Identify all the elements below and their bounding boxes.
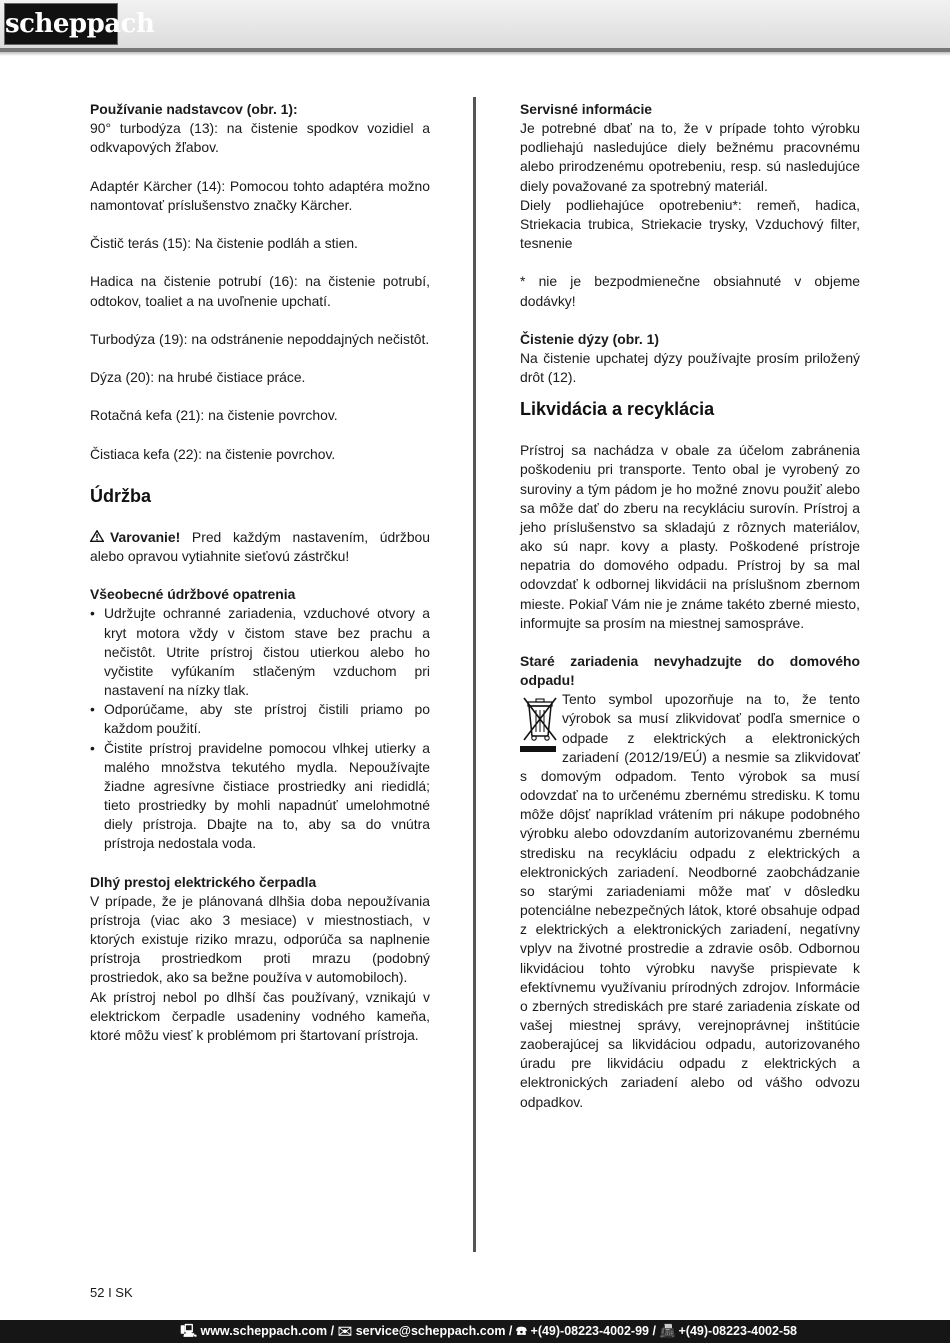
attachment-item: Turbodýza (19): na odstránenie nepoddajných nečistôt. [90,330,430,347]
scheppach-logo: scheppach [4,3,118,45]
disposal-heading: Likvidácia a recyklácia [520,399,715,420]
long-stop-paragraph: V prípade, že je plánovaná dlhšia doba nepoužívania prístroja (viac ako 3 mesiace) v miestnostiach, v ktorých existuje riziko mrazu, odporúča sa naplnenie prístroja prostriedkom proti mrazu (podobný prostriedok, ako sa bežne používa v automobiloch). [90,892,430,986]
email-link[interactable]: service@scheppach.com [355,1324,506,1338]
general-maintenance-list [90,604,430,853]
service-note: * nie je bezpodmienečne obsiahnuté v objeme dodávky! [520,273,860,309]
disposal-paragraph: Prístroj sa nachádza v obale za účelom zabránenia poškodeniu pri transporte. Tento obal je vyrobený zo suroviny a tým pádom je ho možné znovu použiť alebo sa môže dať do zberu na recykláciu surovín. Prístroj a jeho príslušenstvo sa skladajú z rôznych materiálov, ako sú napr. kovy a plasty. Poškodené prístroje nepatria do domového odpadu. Prístroj by sa mal odovzdať k odbornej likvidácii na príslušnom zbernom mieste. Pokiaľ Vám nie je známe takéto zberné miesto, informujte sa prosím na miestnej samospráve. [520,442,860,631]
header-shadow [0,52,950,56]
computer-icon: 🖳 [180,1324,197,1338]
attachment-item: Dýza (20): na hrubé čistiace práce. [90,369,306,386]
service-heading: Servisné informácie [520,101,653,117]
phone-icon: ☎ [515,1324,528,1338]
weee-block [520,690,860,1111]
list-item: • Odporúčame, aby ste prístroj čistili priamo po každom použití. [90,701,430,737]
general-maintenance-heading: Všeobecné údržbové opatrenia [90,586,296,603]
weee-paragraph: Tento symbol upozorňuje na to, že tento výrobok sa musí zlikvidovať podľa smernice o odpade z elektrických a elektronických zariadení (2012/19/EÚ) a nesmie sa zlikvidovať s domovým odpadom. Tento výrobok sa musí odovzdať na to určenému zbernému stredisku. K tomu môže dôjsť napríklad vrátením pri nákupe podobného výrobku alebo odovzdaním autorizovanému zbernému stredisku na recykláciu odpadu z elektrických a elektronických zariadení. Neodborné zaobchádzanie so starými zariadeniami môže mať v dôsledku potenciálne nebezpečných látok, ktoré obsahuje odpad z elektrických a elektronických zariadení, negatívny vplyv na životné prostredie a zdravie osôb. Odbornou likvidáciou tohto výrobku navyše prispievate k efektívnemu využívaniu prírodných zdrojov. Informácie o zberných strediskách pre staré zariadenia získate od vašej miestnej správy, verejnoprávnej inštitúcie zaoberajúcej sa likvidáciou odpadu, autorizovaného úradu pre likvidáciu odpadu z elektrických a elektronických zariadení alebo od vášho odvozu odpadkov. [520,691,860,1110]
service-paragraph: Je potrebné dbať na to, že v prípade tohto výrobku podliehajú nasledujúce diely bežnému pracovnému alebo prirodzenému opotrebeniu, resp. sú nasledujúce diely považované za spotrebný materiál. [520,120,860,194]
email-icon: ✉ [337,1324,353,1338]
attachment-item: Adaptér Kärcher (14): Pomocou tohto adaptéra možno namontovať príslušenstvo značky Kärcher. [90,177,430,213]
footer-contact-bar: 🖳 www.scheppach.com / ✉ service@scheppach.com / ☎ +(49)-08223-4002-99 / 📠 +(49)-08223-4002-58 [0,1320,950,1343]
fax-icon: 📠 [659,1324,676,1338]
website-link[interactable]: www.scheppach.com [200,1324,328,1338]
long-stop-heading: Dlhý prestoj elektrického čerpadla [90,873,317,890]
attachment-item: 90° turbodýza (13): na čistenie spodkov vozidiel a odkvapových žľabov. [90,120,430,156]
warning-triangle-icon [90,528,104,547]
nozzle-paragraph: Na čistenie upchatej dýzy používajte prosím priložený drôt (12). [520,350,860,386]
column-divider [473,97,476,1252]
left-column [90,100,430,1045]
phone-number: +(49)-08223-4002-99 [530,1324,650,1338]
list-item: • Udržujte ochranné zariadenia, vzduchové otvory a kryt motora vždy v čistom stave bez prachu a nečistôt. Utrite prístroj čistou utierkou alebo ho vyčistite vyfúkaním stlačeným vzduchom pri nastavení na nízky tlak. [90,605,430,699]
attachment-item: Rotačná kefa (21): na čistenie povrchov. [90,407,338,424]
service-paragraph: Diely podliehajúce opotrebeniu*: remeň, hadica, Striekacia trubica, Striekacie trysky, Vzduchový filter, tesnenie [520,196,860,252]
attachment-item: Čistiaca kefa (22): na čistenie povrchov. [90,445,336,462]
fax-number: +(49)-08223-4002-58 [678,1324,797,1338]
crossed-bin-icon [520,692,560,754]
right-column [520,100,860,1112]
warning-label: Varovanie! [110,528,181,545]
warning-text: Pred každým nastavením, údržbou alebo opravou vytiahnite sieťovú zástrčku! [90,528,430,565]
weee-heading: Staré zariadenia nevyhadzujte do domového odpadu! [520,653,860,689]
attachment-item: Hadica na čistenie potrubí (16): na čistenie potrubí, odtokov, toaliet a na uvoľnenie upchatí. [90,273,430,309]
page-number: 52 I SK [90,1285,133,1300]
page-header [0,0,950,48]
long-stop-paragraph: Ak prístroj nebol po dlhší čas používaný, vznikajú v elektrickom čerpadle usadeniny vodného kameňa, ktoré môžu viesť k problémom pri štartovaní prístroja. [90,988,430,1043]
nozzle-heading: Čistenie dýzy (obr. 1) [520,330,659,347]
list-item: • Čistite prístroj pravidelne pomocou vlhkej utierky a malého množstva tekutého mydla. Nepoužívajte žiadne agresívne čistiace prostriedky ani riedidlá; tieto prostriedky by mohli napadnúť umelohmotné diely prístroja. Dbajte na to, aby sa do vnútra prístroja nedostala voda. [90,739,430,852]
attachments-heading: Používanie nadstavcov (obr. 1): [90,101,298,117]
attachment-item: Čistič terás (15): Na čistenie podláh a stien. [90,235,358,252]
maintenance-heading: Údržba [90,485,152,506]
warning-paragraph [90,528,430,566]
